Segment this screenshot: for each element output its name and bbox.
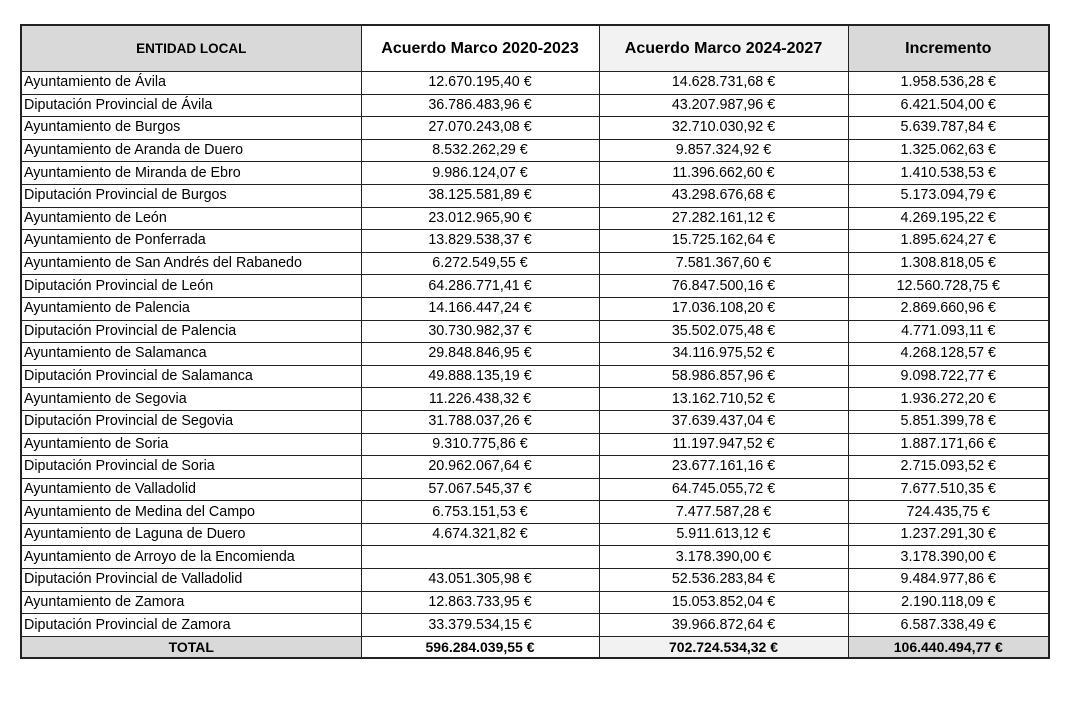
acuerdo-2020-2023-cell: 12.670.195,40 € [361,72,599,95]
acuerdo-2020-2023-cell: 6.272.549,55 € [361,252,599,275]
acuerdo-2020-2023-cell: 12.863.733,95 € [361,591,599,614]
entidad-cell: Ayuntamiento de Medina del Campo [21,501,361,524]
acuerdo-2020-2023-cell: 30.730.982,37 € [361,320,599,343]
acuerdo-2024-2027-cell: 37.639.437,04 € [599,410,848,433]
acuerdo-2024-2027-cell: 9.857.324,92 € [599,139,848,162]
acuerdo-2024-2027-cell: 5.911.613,12 € [599,523,848,546]
acuerdo-2020-2023-cell: 49.888.135,19 € [361,365,599,388]
acuerdo-2020-2023-cell: 8.532.262,29 € [361,139,599,162]
header-row [21,25,1049,72]
table-row [21,456,1049,479]
acuerdo-2020-2023-cell [361,546,599,569]
table-row [21,117,1049,140]
incremento-cell: 1.410.538,53 € [848,162,1049,185]
incremento-cell: 1.237.291,30 € [848,523,1049,546]
entidad-cell: Diputación Provincial de Salamanca [21,365,361,388]
acuerdo-2020-2023-cell: 27.070.243,08 € [361,117,599,140]
entidad-cell: Diputación Provincial de Burgos [21,184,361,207]
entidad-cell: Ayuntamiento de Laguna de Duero [21,523,361,546]
acuerdo-2024-2027-cell: 43.298.676,68 € [599,184,848,207]
table-body [21,72,1049,637]
table-row [21,343,1049,366]
header-incremento: Incremento [848,25,1049,72]
entidad-cell: Ayuntamiento de Aranda de Duero [21,139,361,162]
incremento-cell: 1.895.624,27 € [848,230,1049,253]
table-row [21,433,1049,456]
entidad-cell: Ayuntamiento de San Andrés del Rabanedo [21,252,361,275]
table-row [21,230,1049,253]
entidad-cell: Ayuntamiento de Segovia [21,388,361,411]
table-row [21,410,1049,433]
incremento-cell: 9.098.722,77 € [848,365,1049,388]
table-row [21,569,1049,592]
acuerdo-2024-2027-cell: 34.116.975,52 € [599,343,848,366]
entidad-cell: Ayuntamiento de Palencia [21,297,361,320]
table-row [21,388,1049,411]
total-acuerdo-2024-2027: 702.724.534,32 € [599,636,848,658]
entidad-cell: Diputación Provincial de León [21,275,361,298]
table-row [21,94,1049,117]
entidad-cell: Diputación Provincial de Ávila [21,94,361,117]
incremento-cell: 2.190.118,09 € [848,591,1049,614]
header-acuerdo-2020-2023: Acuerdo Marco 2020-2023 [361,25,599,72]
acuerdo-2024-2027-cell: 11.197.947,52 € [599,433,848,456]
incremento-cell: 5.639.787,84 € [848,117,1049,140]
acuerdo-2024-2027-cell: 7.477.587,28 € [599,501,848,524]
incremento-cell: 3.178.390,00 € [848,546,1049,569]
entidad-cell: Ayuntamiento de Valladolid [21,478,361,501]
acuerdo-2020-2023-cell: 11.226.438,32 € [361,388,599,411]
acuerdo-2020-2023-cell: 9.310.775,86 € [361,433,599,456]
acuerdo-2024-2027-cell: 11.396.662,60 € [599,162,848,185]
table-row [21,275,1049,298]
acuerdo-2020-2023-cell: 29.848.846,95 € [361,343,599,366]
incremento-cell: 7.677.510,35 € [848,478,1049,501]
incremento-cell: 4.268.128,57 € [848,343,1049,366]
acuerdo-2024-2027-cell: 52.536.283,84 € [599,569,848,592]
total-acuerdo-2020-2023: 596.284.039,55 € [361,636,599,658]
table-row [21,614,1049,637]
acuerdo-2024-2027-cell: 14.628.731,68 € [599,72,848,95]
acuerdo-2024-2027-cell: 7.581.367,60 € [599,252,848,275]
acuerdo-2020-2023-cell: 57.067.545,37 € [361,478,599,501]
acuerdo-2020-2023-cell: 9.986.124,07 € [361,162,599,185]
acuerdo-2024-2027-cell: 3.178.390,00 € [599,546,848,569]
acuerdo-2024-2027-cell: 32.710.030,92 € [599,117,848,140]
table-row [21,501,1049,524]
total-row [21,636,1049,658]
acuerdo-2020-2023-cell: 20.962.067,64 € [361,456,599,479]
acuerdo-2020-2023-cell: 31.788.037,26 € [361,410,599,433]
acuerdo-2020-2023-cell: 4.674.321,82 € [361,523,599,546]
table-row [21,320,1049,343]
table-row [21,162,1049,185]
acuerdo-2024-2027-cell: 13.162.710,52 € [599,388,848,411]
acuerdo-2024-2027-cell: 39.966.872,64 € [599,614,848,637]
entidad-cell: Diputación Provincial de Zamora [21,614,361,637]
table-row [21,297,1049,320]
acuerdo-2024-2027-cell: 43.207.987,96 € [599,94,848,117]
table-row [21,184,1049,207]
incremento-cell: 6.587.338,49 € [848,614,1049,637]
entidad-cell: Ayuntamiento de Arroyo de la Encomienda [21,546,361,569]
acuerdo-2020-2023-cell: 33.379.534,15 € [361,614,599,637]
incremento-cell: 1.958.536,28 € [848,72,1049,95]
incremento-cell: 9.484.977,86 € [848,569,1049,592]
incremento-cell: 1.936.272,20 € [848,388,1049,411]
acuerdo-2024-2027-cell: 15.725.162,64 € [599,230,848,253]
acuerdo-2024-2027-cell: 58.986.857,96 € [599,365,848,388]
entidad-cell: Diputación Provincial de Palencia [21,320,361,343]
acuerdo-2020-2023-cell: 36.786.483,96 € [361,94,599,117]
entidad-cell: Ayuntamiento de Ponferrada [21,230,361,253]
entidad-cell: Diputación Provincial de Valladolid [21,569,361,592]
acuerdo-2024-2027-cell: 64.745.055,72 € [599,478,848,501]
acuerdo-2024-2027-cell: 15.053.852,04 € [599,591,848,614]
incremento-cell: 1.308.818,05 € [848,252,1049,275]
incremento-cell: 5.173.094,79 € [848,184,1049,207]
incremento-cell: 4.771.093,11 € [848,320,1049,343]
entidad-cell: Diputación Provincial de Soria [21,456,361,479]
acuerdo-2020-2023-cell: 43.051.305,98 € [361,569,599,592]
header-entidad-local: ENTIDAD LOCAL [21,25,361,72]
incremento-cell: 12.560.728,75 € [848,275,1049,298]
incremento-cell: 4.269.195,22 € [848,207,1049,230]
header-acuerdo-2024-2027: Acuerdo Marco 2024-2027 [599,25,848,72]
table-row [21,252,1049,275]
acuerdo-2020-2023-cell: 38.125.581,89 € [361,184,599,207]
entidad-cell: Ayuntamiento de León [21,207,361,230]
entidad-cell: Diputación Provincial de Segovia [21,410,361,433]
acuerdo-2024-2027-cell: 76.847.500,16 € [599,275,848,298]
acuerdo-2024-2027-cell: 35.502.075,48 € [599,320,848,343]
incremento-cell: 2.869.660,96 € [848,297,1049,320]
entidad-cell: Ayuntamiento de Soria [21,433,361,456]
table-row [21,523,1049,546]
acuerdo-2020-2023-cell: 64.286.771,41 € [361,275,599,298]
acuerdo-2020-2023-cell: 13.829.538,37 € [361,230,599,253]
acuerdo-2024-2027-cell: 23.677.161,16 € [599,456,848,479]
table-row [21,139,1049,162]
acuerdo-2020-2023-cell: 23.012.965,90 € [361,207,599,230]
incremento-cell: 2.715.093,52 € [848,456,1049,479]
incremento-cell: 5.851.399,78 € [848,410,1049,433]
table-row [21,365,1049,388]
entidad-cell: Ayuntamiento de Miranda de Ebro [21,162,361,185]
acuerdo-2024-2027-cell: 27.282.161,12 € [599,207,848,230]
entidad-cell: Ayuntamiento de Salamanca [21,343,361,366]
total-incremento: 106.440.494,77 € [848,636,1049,658]
incremento-cell: 1.887.171,66 € [848,433,1049,456]
table-row [21,591,1049,614]
acuerdo-2024-2027-cell: 17.036.108,20 € [599,297,848,320]
entidad-cell: Ayuntamiento de Burgos [21,117,361,140]
incremento-cell: 1.325.062,63 € [848,139,1049,162]
entidad-cell: Ayuntamiento de Zamora [21,591,361,614]
table-row [21,478,1049,501]
table-row [21,72,1049,95]
table-row [21,546,1049,569]
incremento-cell: 724.435,75 € [848,501,1049,524]
incremento-cell: 6.421.504,00 € [848,94,1049,117]
total-label: TOTAL [21,636,361,658]
entidad-cell: Ayuntamiento de Ávila [21,72,361,95]
acuerdo-2020-2023-cell: 14.166.447,24 € [361,297,599,320]
financing-table [20,24,1050,659]
acuerdo-2020-2023-cell: 6.753.151,53 € [361,501,599,524]
table-row [21,207,1049,230]
